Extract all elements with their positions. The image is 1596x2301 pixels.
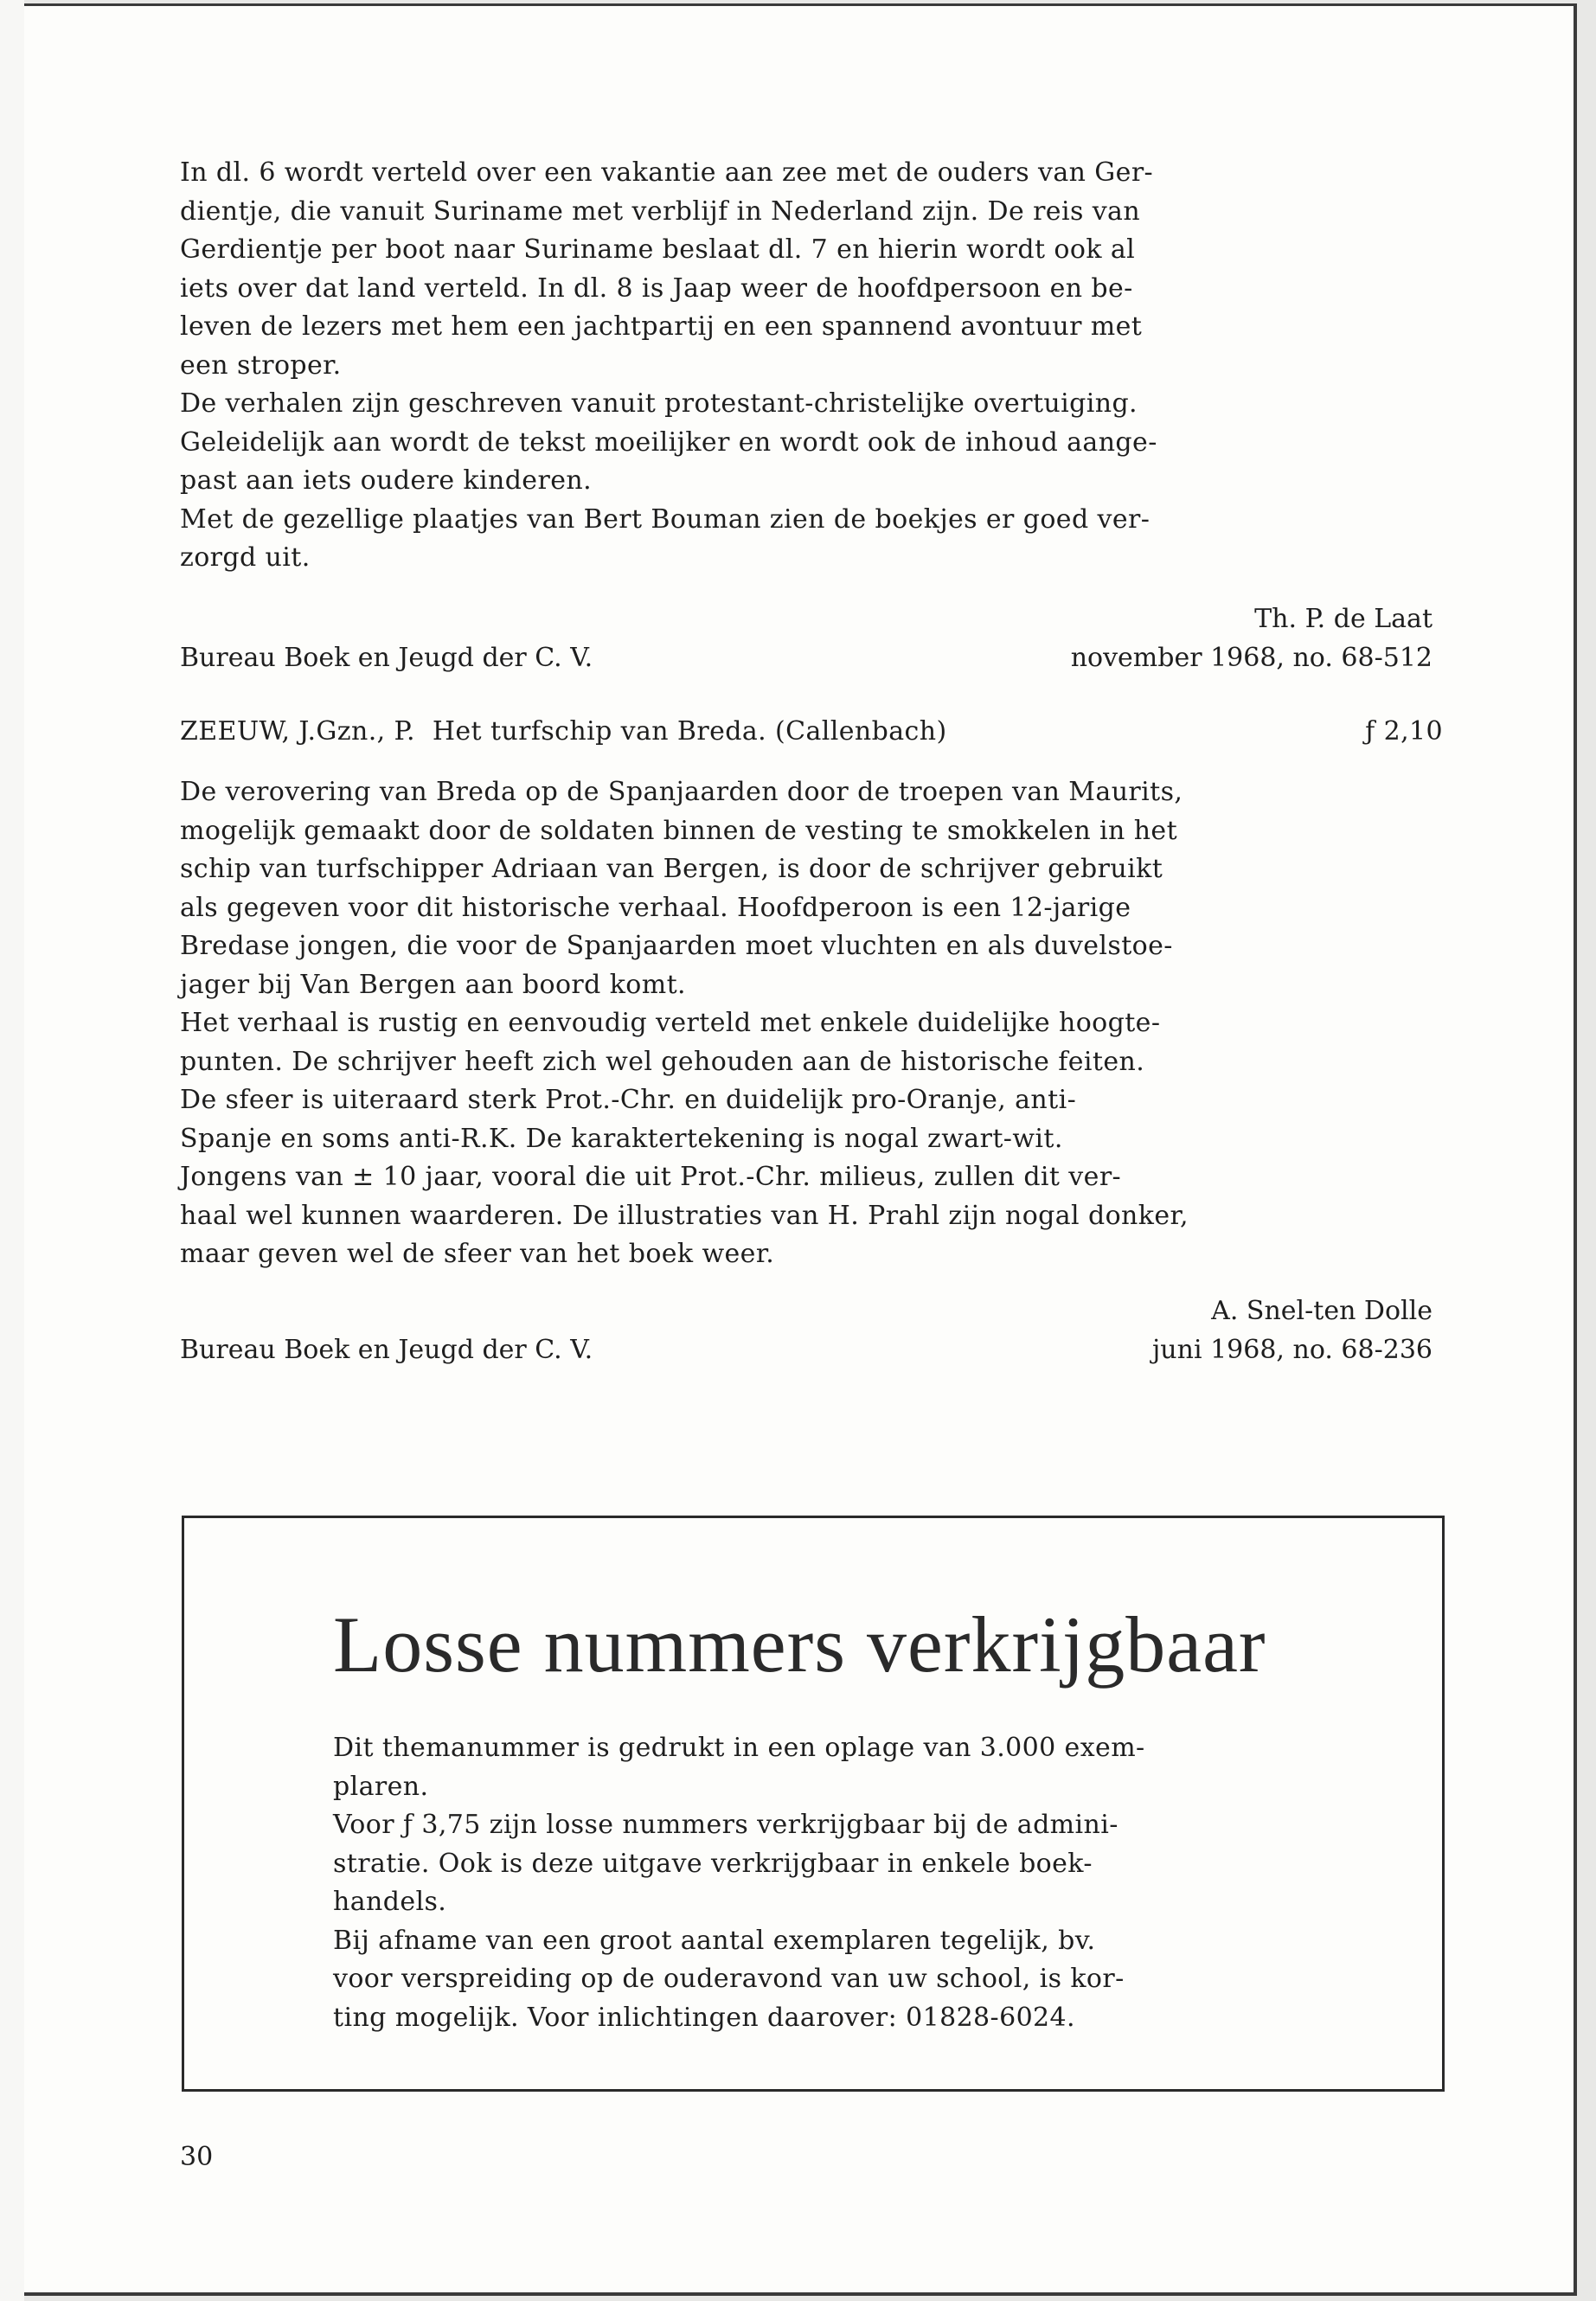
review-2-line: Bredase jongen, die voor de Spanjaarden moet vluchten en als duvelstoe- [180, 931, 1173, 961]
review-2-signature [180, 1292, 1433, 1369]
notice-line: Dit themanummer is gedrukt in een oplage van 3.000 exem- [333, 1733, 1145, 1763]
review-1-line: zorgd uit. [180, 542, 311, 573]
review-1-line: De verhalen zijn geschreven vanuit protestant-christelijke overtuiging. [180, 388, 1138, 419]
review-2-body [180, 773, 1433, 1274]
review-1-date: november 1968, no. 68-512 [1070, 642, 1433, 673]
review-2-line: schip van turfschipper Adriaan van Bergen, is door de schrijver gebruikt [180, 854, 1163, 884]
review-1-line: past aan iets oudere kinderen. [180, 465, 593, 496]
review-1-line: Geleidelijk aan wordt de tekst moeilijker en wordt ook de inhoud aange- [180, 426, 1157, 458]
notice-line: plaren. [333, 1771, 429, 1802]
review-1-line: Gerdientje per boot naar Suriname beslaat dl. 7 en hierin wordt ook al [180, 234, 1136, 265]
review-1-line: Met de gezellige plaatjes van Bert Bouman zien de boekjes er goed ver- [180, 503, 1151, 535]
review-2-line: haal wel kunnen waarderen. De illustraties van H. Prahl zijn nogal donker, [180, 1200, 1189, 1231]
review-2-line: jager bij Van Bergen aan boord komt. [180, 969, 686, 1000]
review-2-line: maar geven wel de sfeer van het boek weer. [180, 1239, 775, 1269]
notice-title: Losse nummers verkrijgbaar [333, 1600, 1266, 1689]
review-2-citation [180, 713, 947, 751]
review-1-line: iets over dat land verteld. In dl. 8 is Jaap weer de hoofdpersoon en be- [180, 272, 1133, 304]
review-2-line: als gegeven voor dit historische verhaal. Hoofdperoon is een 12-jarige [180, 892, 1131, 923]
review-2-bureau: Bureau Boek en Jeugd der C. V. [180, 1334, 593, 1365]
review-1-reviewer: Th. P. de Laat [1254, 604, 1433, 634]
review-2-date: juni 1968, no. 68-236 [1152, 1334, 1433, 1365]
review-2-title: Het turfschip van Breda. [432, 716, 767, 747]
review-1-line: een stroper. [180, 349, 342, 381]
review-2-line: De verovering van Breda op de Spanjaarden door de troepen van Maurits, [180, 777, 1183, 807]
notice-line: Voor ƒ 3,75 zijn losse nummers verkrijgbaar bij de admini- [333, 1810, 1118, 1840]
notice-body [333, 1729, 1371, 2037]
scan-edge [0, 0, 24, 2301]
notice-box [182, 1516, 1445, 2092]
review-2-publisher: (Callenbach) [775, 716, 947, 747]
page-number: 30 [180, 2142, 214, 2172]
review-1-line: In dl. 6 wordt verteld over een vakantie aan zee met de ouders van Ger- [180, 157, 1154, 188]
review-2-line: mogelijk gemaakt door de soldaten binnen de vesting te smokkelen in het [180, 815, 1178, 846]
review-1-body [180, 154, 1433, 578]
review-2-price: ƒ 2,10 [1365, 716, 1443, 747]
notice-line: ting mogelijk. Voor inlichtingen daarover: 01828-6024. [333, 2002, 1075, 2033]
notice-line: stratie. Ook is deze uitgave verkrijgbaar in enkele boek- [333, 1848, 1093, 1879]
review-1-bureau: Bureau Boek en Jeugd der C. V. [180, 642, 593, 673]
review-2-author: ZEEUW, J.Gzn., P. [180, 716, 415, 747]
review-2-line: Jongens van ± 10 jaar, vooral die uit Prot.-Chr. milieus, zullen dit ver- [180, 1162, 1122, 1192]
review-2-line: punten. De schrijver heeft zich wel gehouden aan de historische feiten. [180, 1046, 1145, 1077]
review-1-signature [180, 600, 1433, 677]
review-2-line: Spanje en soms anti-R.K. De karaktertekening is nogal zwart-wit. [180, 1123, 1063, 1154]
review-1-line: dientje, die vanuit Suriname met verblijf in Nederland zijn. De reis van [180, 195, 1141, 227]
review-2-reviewer: A. Snel-ten Dolle [1211, 1296, 1433, 1326]
review-2-header [180, 713, 1443, 751]
notice-line: Bij afname van een groot aantal exemplaren tegelijk, bv. [333, 1925, 1096, 1956]
review-2-line: De sfeer is uiteraard sterk Prot.-Chr. en duidelijk pro-Oranje, anti- [180, 1085, 1077, 1115]
notice-line: handels. [333, 1887, 447, 1917]
notice-line: voor verspreiding op de ouderavond van uw school, is kor- [333, 1964, 1125, 1994]
review-2-line: Het verhaal is rustig en eenvoudig verteld met enkele duidelijke hoogte- [180, 1008, 1161, 1038]
review-1-line: leven de lezers met hem een jachtpartij en een spannend avontuur met [180, 311, 1143, 342]
